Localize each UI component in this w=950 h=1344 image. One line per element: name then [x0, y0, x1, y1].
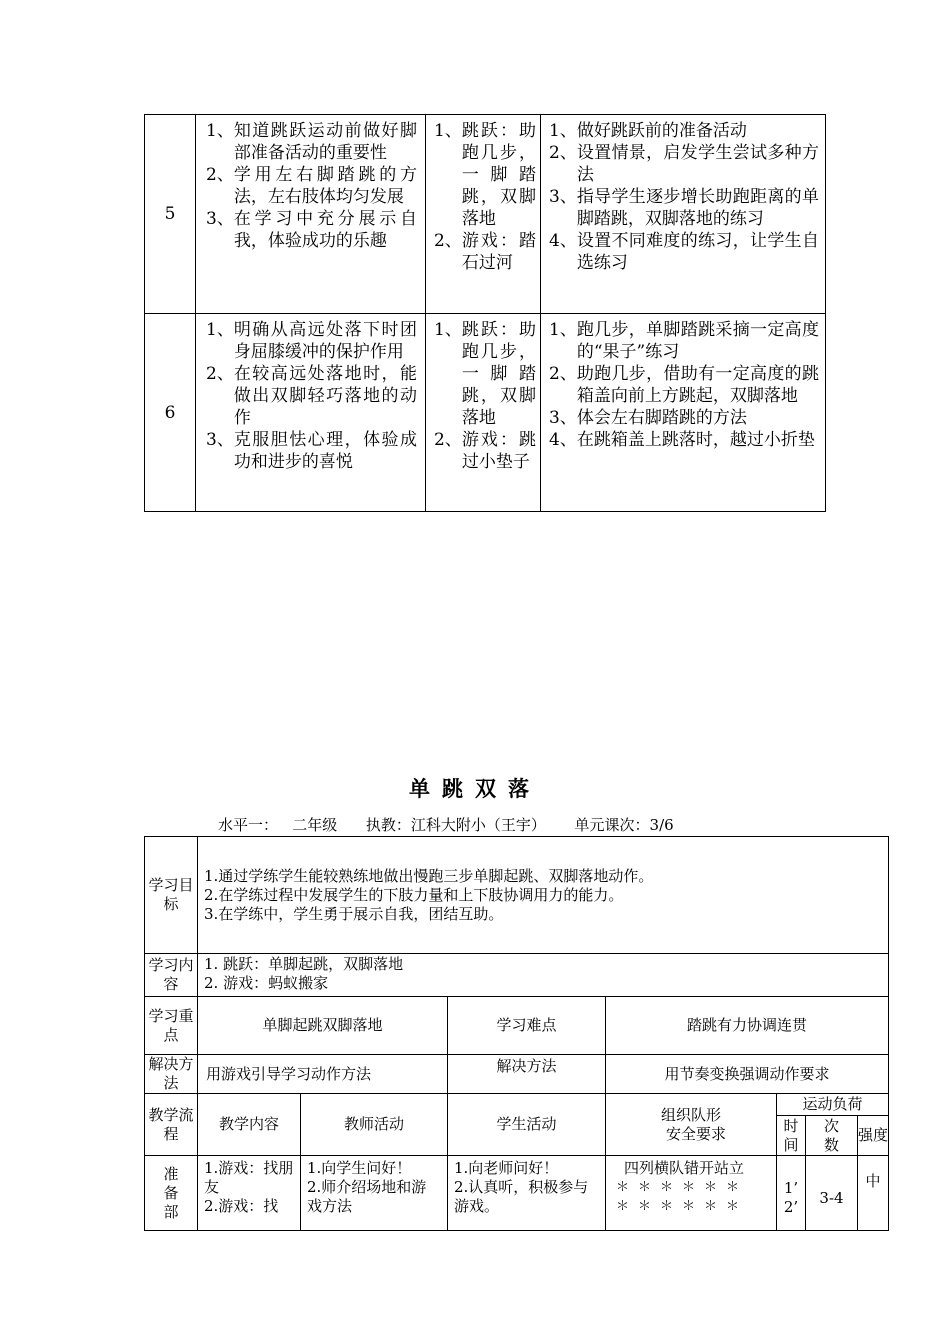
prep-teacher-item: 2.师介绍场地和游戏方法	[307, 1178, 427, 1215]
content-cell	[198, 954, 889, 997]
list-item: 1、 做好跳跃前的准备活动	[549, 121, 747, 141]
content-cell	[426, 115, 541, 314]
prep-student-item: 1.向老师问好！	[454, 1159, 559, 1177]
col-org-header	[606, 1094, 777, 1156]
content-cell	[426, 314, 541, 512]
list-item: 3、 在学习中充分展示自我，体验成功的乐趣	[206, 209, 417, 251]
prep-teacher-cell	[301, 1156, 448, 1231]
list-item: 3、 指导学生逐步增长助跑距离的单脚踏跳，双脚落地的练习	[549, 187, 819, 229]
prep-org-text: 四列横队错开站立	[624, 1159, 745, 1177]
prep-content-item: 2.游戏：找	[204, 1197, 279, 1215]
goal-item: 3.在学练中，学生勇于展示自我，团结互助。	[204, 904, 504, 923]
prep-label: 准备部	[145, 1156, 198, 1231]
goals-cell	[198, 837, 889, 954]
col-student-header: 学生活动	[448, 1094, 606, 1156]
prep-teacher-item: 1.向学生问好！	[307, 1159, 412, 1177]
key-value: 单脚起跳双脚落地	[198, 997, 448, 1055]
content-label: 学习内容	[145, 954, 198, 997]
col-time-header: 时间	[777, 1116, 806, 1156]
lesson-plan-table-upper	[144, 114, 826, 512]
table-row	[145, 997, 889, 1055]
formation-row: ＊＊＊＊＊＊	[616, 1180, 749, 1195]
col-count-header: 次数	[806, 1116, 858, 1156]
methods-cell	[541, 314, 826, 512]
prep-student-cell	[448, 1156, 606, 1231]
list-item: 2、 学用左右脚踏跳的方法，左右肢体均匀发展	[206, 165, 417, 207]
list-item: 2、 助跑几步，借助有一定高度的跳箱盖向前上方跳起，双脚落地	[549, 364, 819, 406]
col-load-header: 运动负荷	[777, 1094, 889, 1116]
solve-label: 解决方法	[145, 1055, 198, 1094]
table-row	[145, 115, 826, 314]
table-row	[145, 1094, 889, 1116]
lesson-plan-table	[144, 836, 889, 1231]
difficulty-value: 踏跳有力协调连贯	[606, 997, 889, 1055]
flow-label: 教学流程	[145, 1094, 198, 1156]
content-item: 1. 跳跃：单脚起跳，双脚落地	[204, 955, 404, 973]
formation-row: ＊＊＊＊＊＊	[616, 1199, 749, 1214]
methods-cell	[541, 115, 826, 314]
difficulty-label: 学习难点	[448, 997, 606, 1055]
goals-label: 学习目标	[145, 837, 198, 954]
table-row	[145, 1055, 889, 1094]
prep-time-2: 2’	[783, 1198, 799, 1216]
lesson-number: 6	[145, 314, 196, 512]
table-row	[145, 837, 889, 954]
prep-intensity: 中	[858, 1156, 889, 1231]
col-teacher-header: 教师活动	[301, 1094, 448, 1156]
col-content-header: 教学内容	[198, 1094, 301, 1156]
prep-student-item: 2.认真听，积极参与游戏。	[454, 1178, 589, 1215]
list-item: 4、 在跳箱盖上跳落时，越过小折垫	[549, 430, 815, 450]
solve-value-left: 用游戏引导学习动作方法	[198, 1055, 448, 1094]
prep-content-item: 1.游戏：找朋友	[204, 1159, 294, 1196]
solve-value-right: 用节奏变换强调动作要求	[606, 1055, 889, 1094]
table-row	[145, 954, 889, 997]
prep-content-cell	[198, 1156, 301, 1231]
prep-org-cell	[606, 1156, 777, 1231]
prep-time-cell	[777, 1156, 806, 1231]
solve-label-right: 解决方法	[448, 1055, 606, 1094]
lesson-number: 5	[145, 115, 196, 314]
goal-item: 2.在学练过程中发展学生的下肢力量和上下肢协调用力的能力。	[204, 885, 624, 904]
col-org-line-2: 安全要求	[665, 1124, 726, 1143]
list-item: 2、 在较高远处落地时，能做出双脚轻巧落地的动作	[206, 364, 417, 428]
col-intensity-header: 强度	[858, 1116, 889, 1156]
col-org-line-1: 组织队形	[660, 1105, 721, 1124]
list-item: 3、 克服胆怯心理，体验成功和进步的喜悦	[206, 430, 417, 472]
list-item: 1、 跑几步，单脚踏跳采摘一定高度的“果子”练习	[549, 320, 819, 362]
table-row	[145, 314, 826, 512]
list-item: 4、 设置不同难度的练习，让学生自选练习	[549, 231, 819, 273]
content-item: 2. 游戏：蚂蚁搬家	[204, 974, 329, 992]
lesson-title: 单跳双落	[409, 776, 541, 801]
list-item: 2、 游戏：跳过小垫子	[434, 430, 536, 472]
prep-time-1: 1’	[783, 1179, 799, 1197]
list-item: 2、 游戏：踏石过河	[434, 231, 536, 273]
list-item: 1、 跳跃：助跑几步，一脚踏跳，双脚落地	[434, 121, 536, 229]
prep-count: 3-4	[806, 1156, 858, 1231]
goal-item: 1.通过学练学生能较熟练地做出慢跑三步单脚起跳、双脚落地动作。	[204, 866, 654, 885]
objectives-cell	[196, 314, 426, 512]
list-item: 1、 知道跳跃运动前做好脚部准备活动的重要性	[206, 121, 417, 163]
list-item: 1、 明确从高远处落下时团身屈膝缓冲的保护作用	[206, 320, 417, 362]
list-item: 1、 跳跃：助跑几步，一脚踏跳，双脚落地	[434, 320, 536, 428]
list-item: 2、 设置情景，启发学生尝试多种方法	[549, 143, 819, 185]
list-item: 3、 体会左右脚踏跳的方法	[549, 408, 747, 428]
objectives-cell	[196, 115, 426, 314]
key-label: 学习重点	[145, 997, 198, 1055]
lesson-meta: 水平一： 二年级 执教：江科大附小（王宇） 单元课次：3/6	[218, 816, 674, 834]
table-row	[145, 1156, 889, 1231]
